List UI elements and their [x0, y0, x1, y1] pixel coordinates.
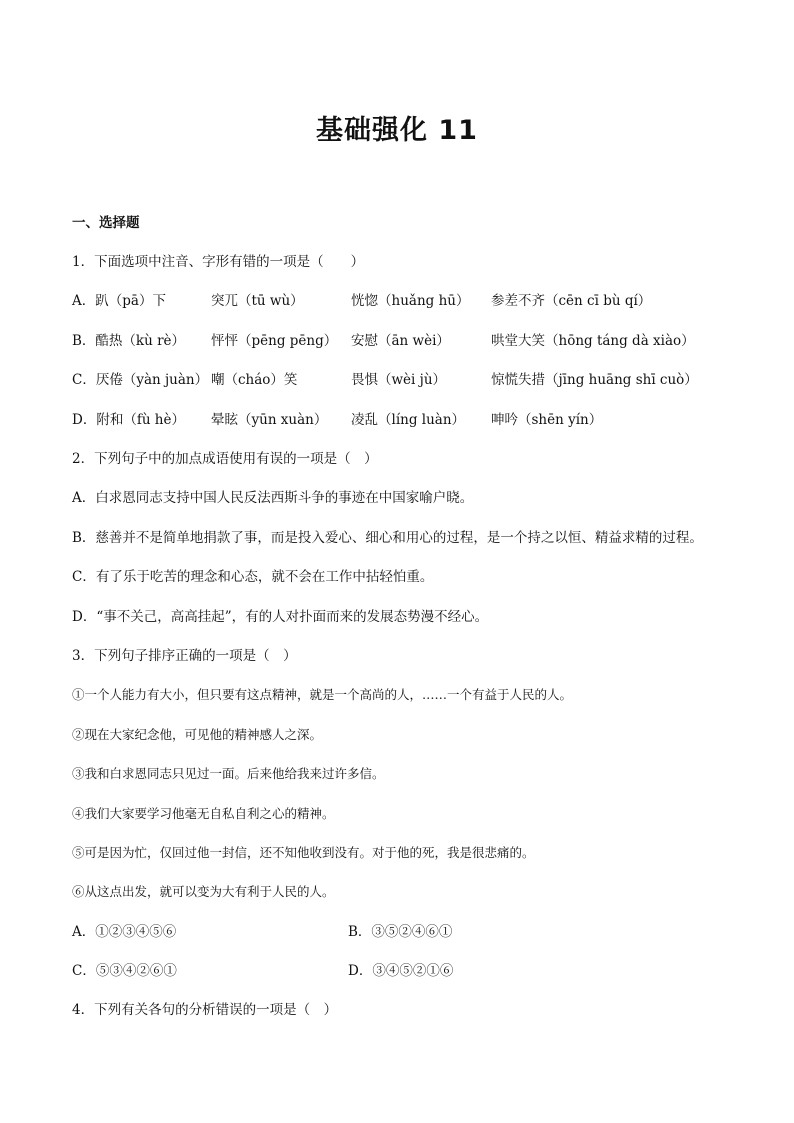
- option-cell: 突兀（tū wù）: [211, 293, 304, 309]
- question-2-stem: 2．下列句子中的加点成语使用有误的一项是（ ）: [72, 451, 378, 467]
- question-2-option-b[interactable]: B．慈善并不是简单地捐款了事，而是投入爱心、细心和用心的过程，是一个持之以恒、精益求精的过程。: [72, 530, 703, 546]
- option-cell: 惊慌失措（jīng huāng shī cuò）: [491, 372, 698, 388]
- option-cell: 安慰（ān wèi）: [351, 333, 450, 349]
- sentence-1: ①一个人能力有大小，但只要有这点精神，就是一个高尚的人，……一个有益于人民的人。: [72, 687, 573, 702]
- option-cell: C．厌倦（yàn juàn）: [72, 372, 209, 388]
- question-4-stem: 4．下列有关各句的分析错误的一项是（ ）: [72, 1002, 338, 1018]
- question-3-option-b[interactable]: B．③⑤②④⑥①: [348, 924, 453, 940]
- option-cell: D．附和（fù hè）: [72, 412, 185, 428]
- question-1-option-a[interactable]: [72, 292, 752, 310]
- sentence-2: ②现在大家纪念他，可见他的精神感人之深。: [72, 727, 323, 742]
- question-3-options-row-1: [72, 923, 752, 941]
- question-3-stem: 3．下列句子排序正确的一项是（ ）: [72, 648, 297, 664]
- question-1-option-c[interactable]: [72, 371, 752, 389]
- question-3-option-d[interactable]: D．③④⑤②①⑥: [348, 963, 454, 979]
- question-1-option-b[interactable]: [72, 332, 752, 350]
- sentence-4: ④我们大家要学习他毫无自私自利之心的精神。: [72, 806, 335, 821]
- sentence-3: ③我和白求恩同志只见过一面。后来他给我来过许多信。: [72, 766, 385, 781]
- question-2-option-c[interactable]: C．有了乐于吃苦的理念和心态，就不会在工作中拈轻怕重。: [72, 569, 434, 585]
- question-3-option-a[interactable]: A．①②③④⑤⑥: [72, 924, 177, 940]
- question-3-option-c[interactable]: C．⑤③④②⑥①: [72, 963, 177, 979]
- option-cell: A．趴（pā）下: [72, 293, 166, 309]
- sentence-5: ⑤可是因为忙，仅回过他一封信，还不知他收到没有。对于他的死，我是很悲痛的。: [72, 845, 535, 860]
- question-3-options-row-2: [72, 962, 752, 980]
- option-cell: 畏惧（wèi jù）: [351, 372, 447, 388]
- option-cell: 呻吟（shēn yín）: [491, 412, 603, 428]
- option-cell: 怦怦（pēng pēng）: [211, 333, 338, 349]
- option-cell: 哄堂大笑（hōng táng dà xiào）: [491, 333, 695, 349]
- section-heading: 一、选择题: [72, 215, 140, 231]
- sentence-6: ⑥从这点出发，就可以变为大有利于人民的人。: [72, 884, 335, 899]
- option-cell: 参差不齐（cēn cī bù qí）: [491, 293, 652, 309]
- question-1-option-d[interactable]: [72, 411, 752, 429]
- option-cell: 恍惚（huǎng hū）: [351, 293, 470, 309]
- page-title: 基础强化 11: [316, 115, 478, 146]
- question-2-option-d[interactable]: D．“事不关己，高高挂起”，有的人对扑面而来的发展态势漫不经心。: [72, 609, 489, 625]
- question-1-stem: 1．下面选项中注音、字形有错的一项是（ ）: [72, 254, 365, 270]
- option-cell: B．酷热（kù rè）: [72, 333, 186, 349]
- option-cell: 晕眩（yūn xuàn）: [211, 412, 328, 428]
- question-2-option-a[interactable]: A．白求恩同志支持中国人民反法西斯斗争的事迹在中国家喻户晓。: [72, 490, 474, 506]
- option-cell: 嘲（cháo）笑: [211, 372, 298, 388]
- option-cell: 凌乱（líng luàn）: [351, 412, 466, 428]
